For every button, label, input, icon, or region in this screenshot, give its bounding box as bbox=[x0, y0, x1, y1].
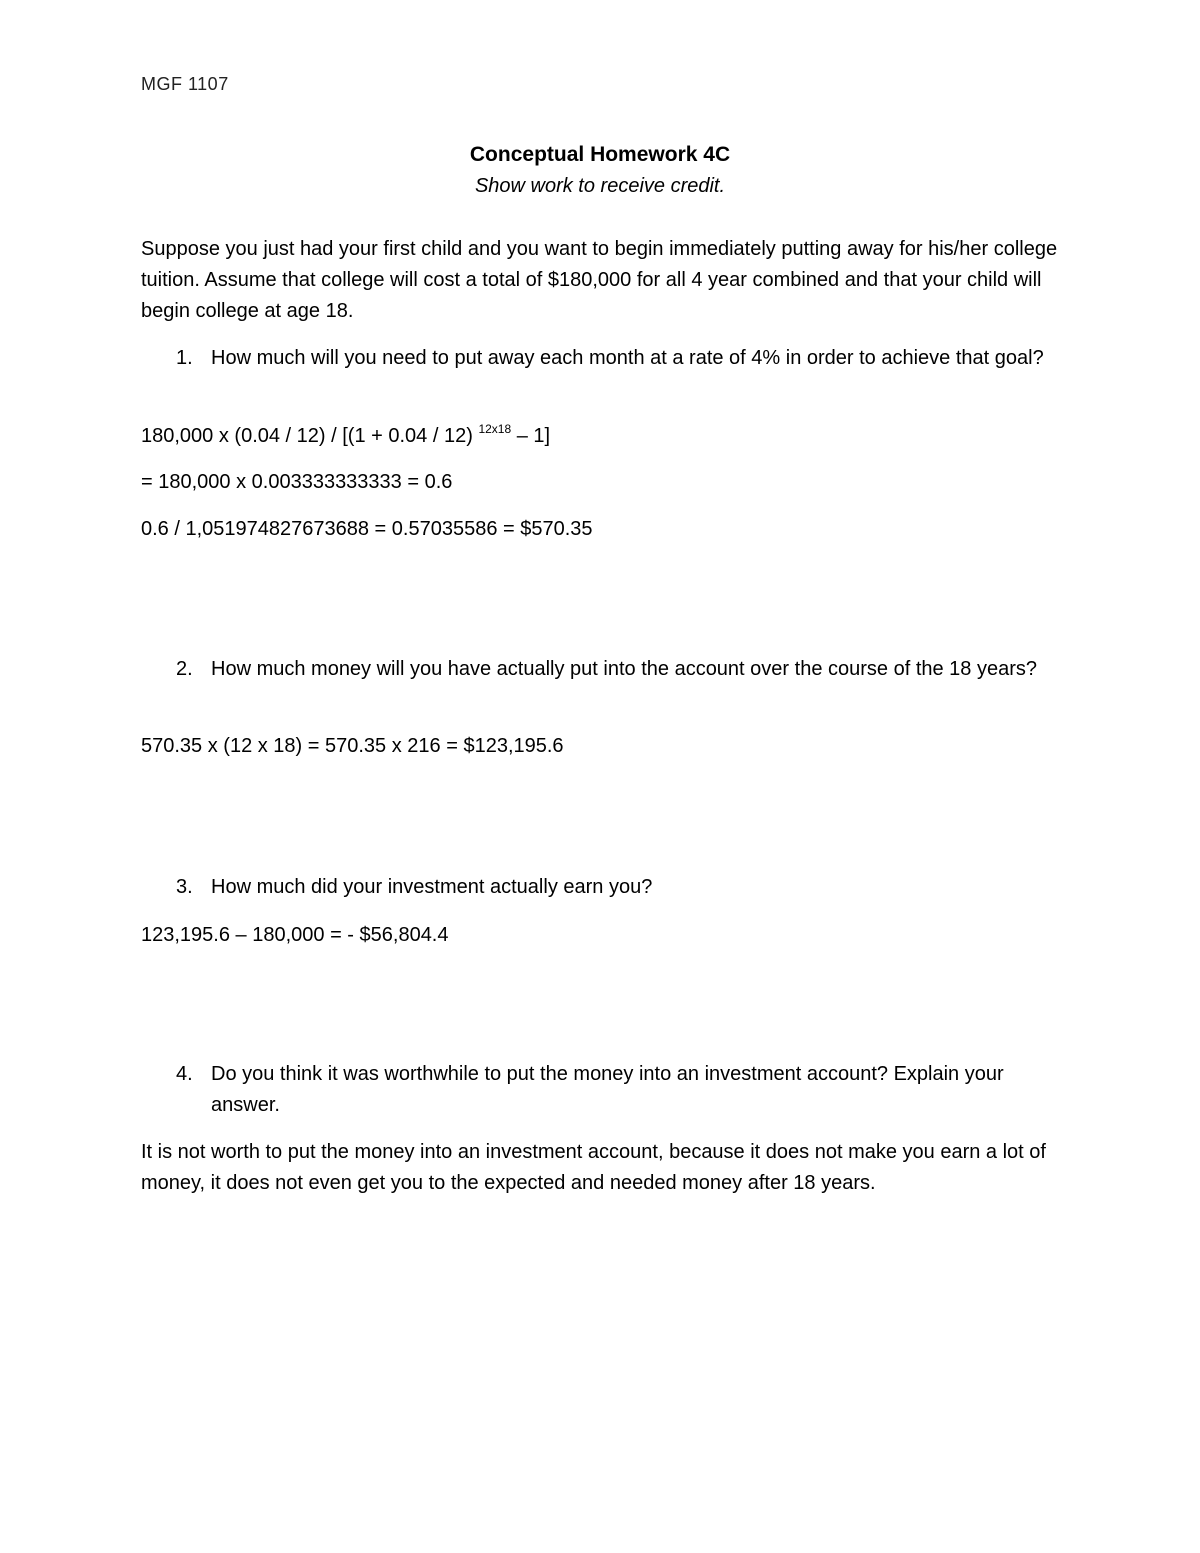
work-line-text: 180,000 x (0.04 / 12) / [(1 + 0.04 / 12) bbox=[141, 425, 473, 447]
question-number: 1. bbox=[176, 347, 193, 369]
course-header: MGF 1107 bbox=[141, 74, 229, 94]
work-line-text: – 1] bbox=[511, 425, 551, 447]
exponent: 12x18 bbox=[478, 422, 512, 436]
question-2 bbox=[176, 654, 1071, 685]
question-3 bbox=[176, 872, 1071, 903]
work-line: 0.6 / 1,051974827673688 = 0.57035586 = $570.35 bbox=[141, 518, 593, 540]
question-number: 2. bbox=[176, 658, 193, 680]
document-title: Conceptual Homework 4C bbox=[469, 143, 731, 166]
question-4 bbox=[176, 1059, 1071, 1121]
answer-paragraph: It is not worth to put the money into an investment account, because it does not make you earn a lot of money, it does not even get you to the expected and needed money after 18 years. bbox=[141, 1141, 1046, 1194]
question-text: How much will you need to put away each month at a rate of 4% in order to achieve that goal? bbox=[211, 347, 1044, 369]
question-text: How much did your investment actually earn you? bbox=[211, 876, 653, 898]
question-text: How much money will you have actually put into the account over the course of the 18 years? bbox=[211, 658, 1038, 680]
work-line: = 180,000 x 0.003333333333 = 0.6 bbox=[141, 471, 453, 493]
work-line: 123,195.6 – 180,000 = - $56,804.4 bbox=[141, 924, 449, 946]
work-line bbox=[141, 421, 1071, 452]
document-subtitle: Show work to receive credit. bbox=[474, 175, 726, 197]
question-number: 3. bbox=[176, 876, 193, 898]
question-1 bbox=[176, 343, 1071, 374]
work-line: 570.35 x (12 x 18) = 570.35 x 216 = $123,195.6 bbox=[141, 735, 564, 757]
question-number: 4. bbox=[176, 1063, 193, 1085]
question-text: Do you think it was worthwhile to put the money into an investment account? Explain your answer. bbox=[211, 1063, 1004, 1116]
intro-paragraph: Suppose you just had your first child and you want to begin immediately putting away for his/her college tuition. Assume that college will cost a total of $180,000 for all 4 year combined and that your child will begin college at age 18. bbox=[141, 238, 1058, 322]
